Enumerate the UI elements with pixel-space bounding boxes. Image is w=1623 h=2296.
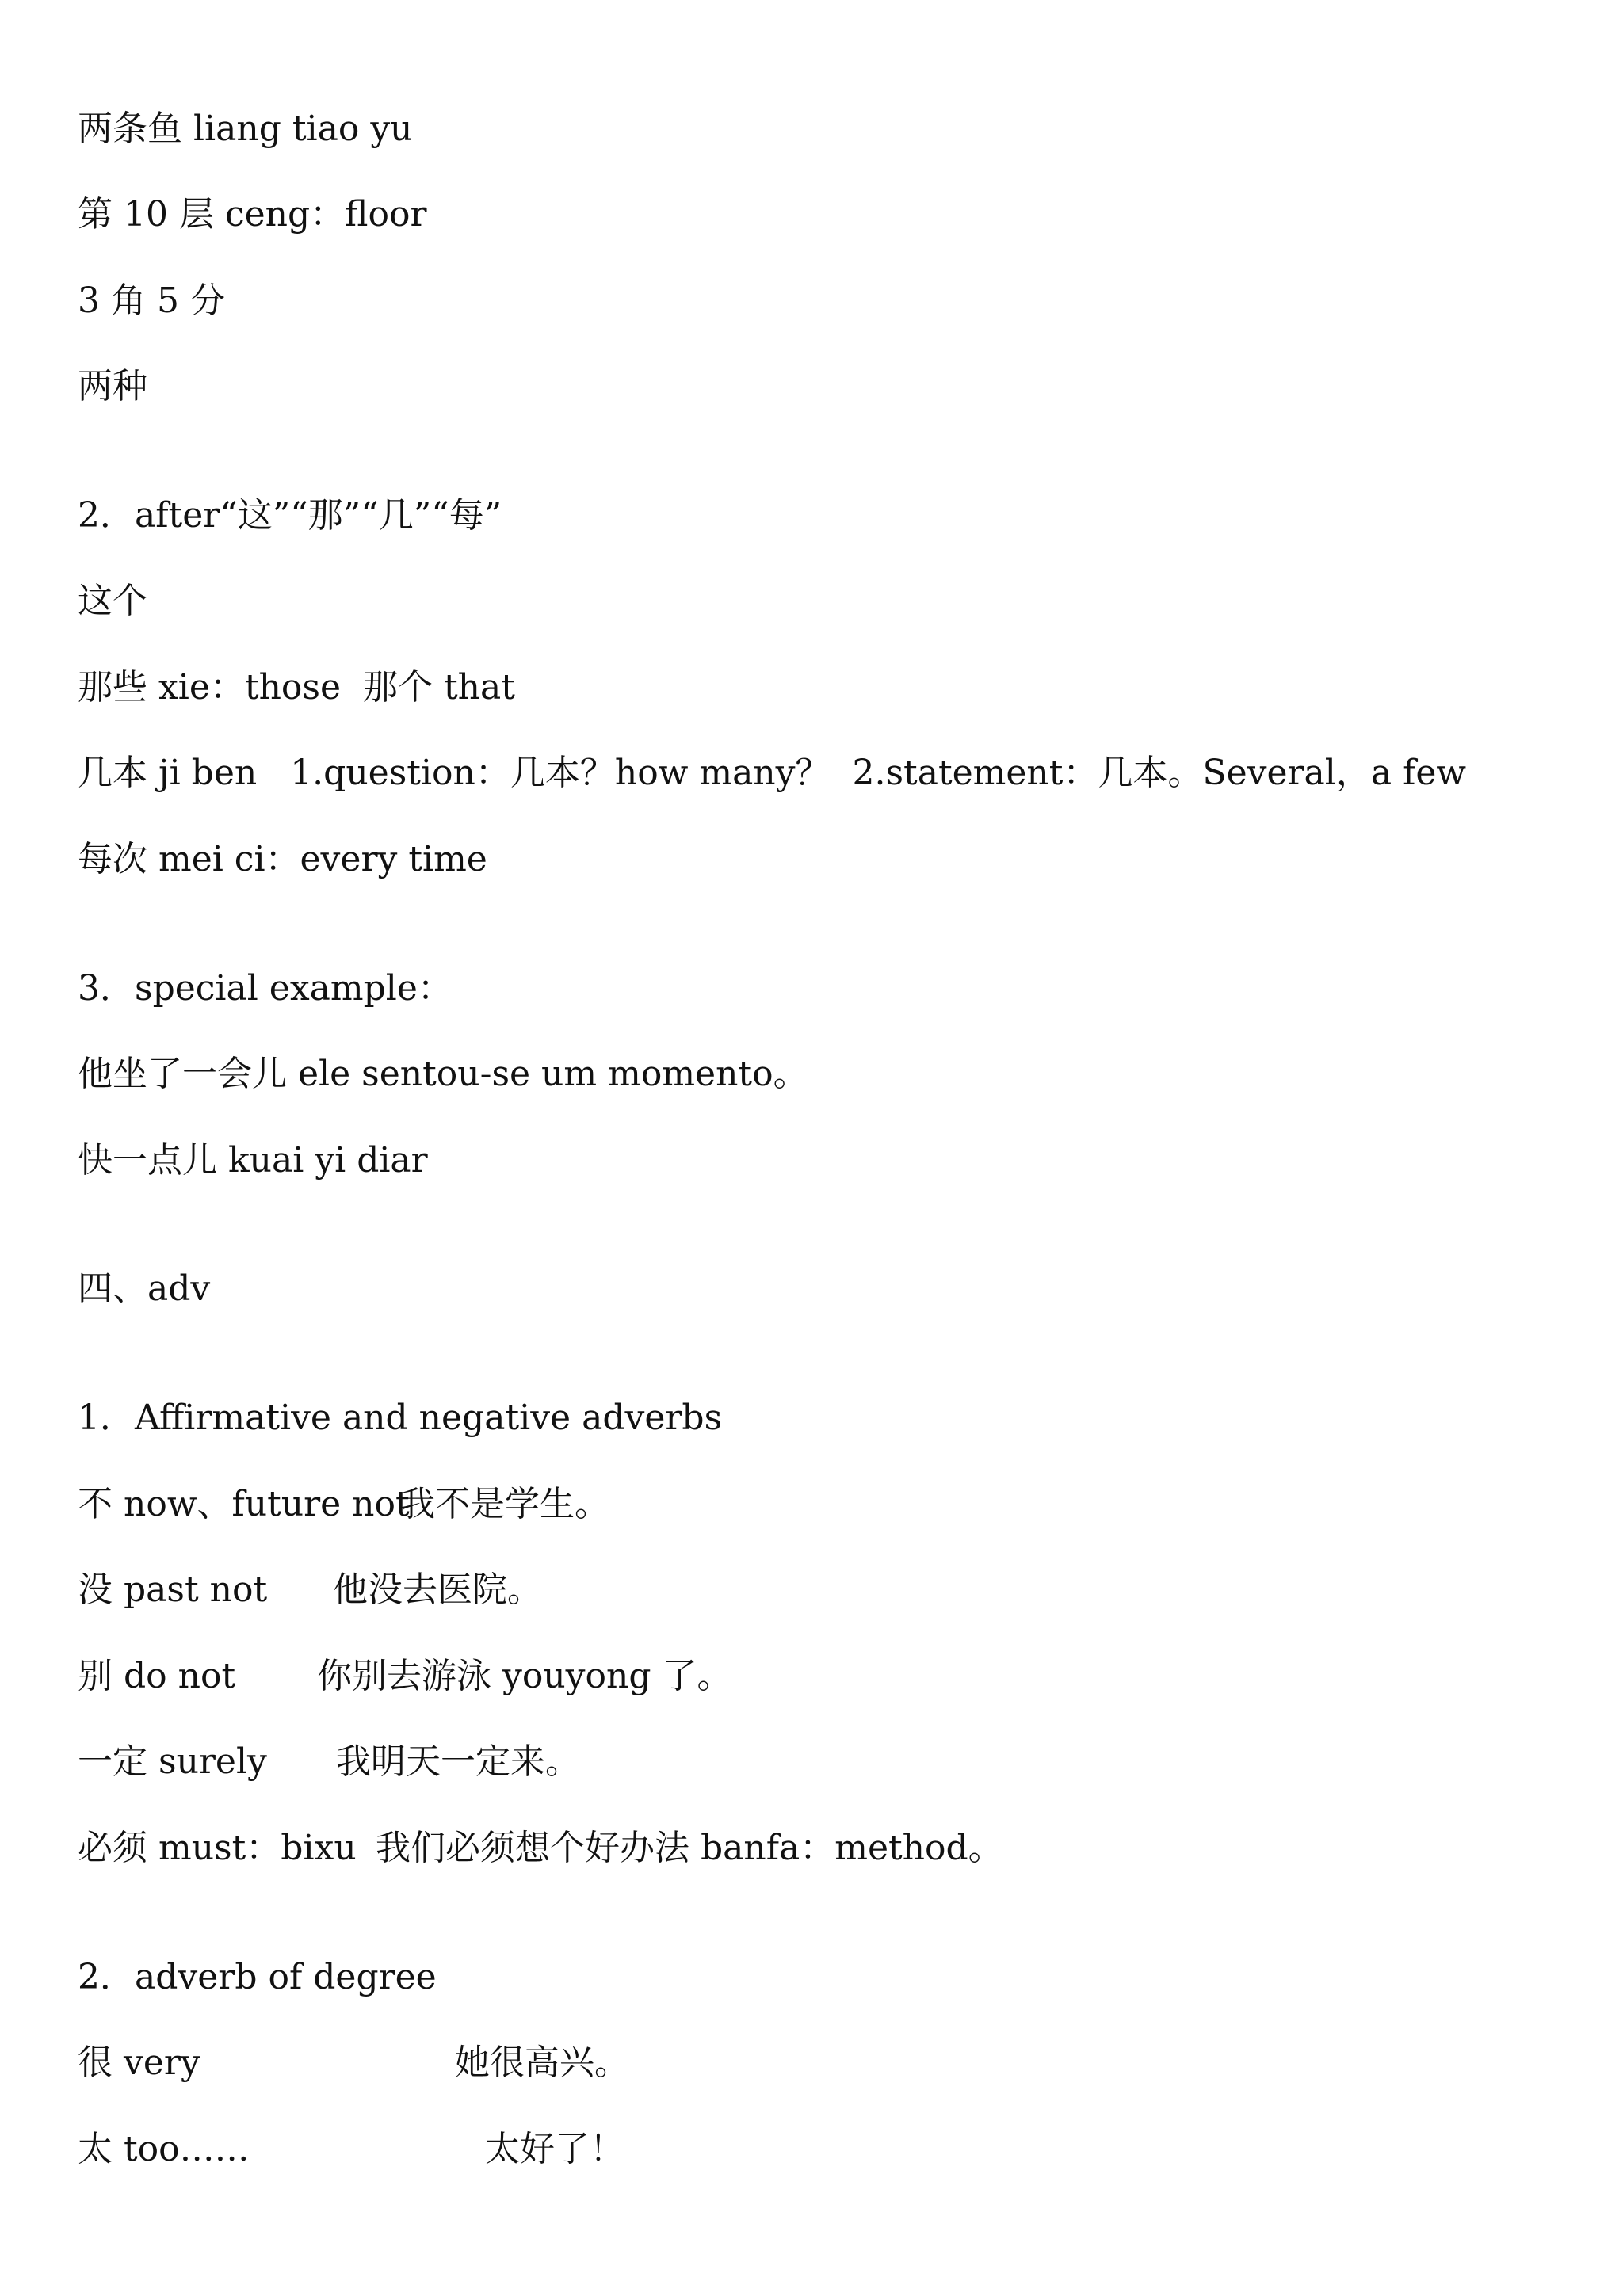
text-line: 两种 [78, 366, 147, 406]
text-line: 3 角 5 分 [78, 280, 225, 321]
adverb-term: 必须 must：bixu [78, 1828, 357, 1868]
adverb-example: 你别去游泳 youyong 了。 [317, 1656, 732, 1696]
text-line: 每次 mei ci：every time [78, 839, 487, 879]
adverb-term: 别 do not [78, 1656, 236, 1696]
section-heading: 3．special example： [78, 968, 453, 1009]
text-line: 第 10 层 ceng：floor [78, 194, 427, 235]
adverb-term: 一定 surely [78, 1741, 267, 1782]
chapter-heading: 四、adv [78, 1268, 211, 1309]
adverb-example: 我不是学生。 [400, 1484, 609, 1524]
section-heading: 2．adverb of degree [78, 1957, 437, 1997]
adverb-example: 我明天一定来。 [336, 1741, 580, 1782]
adverb-term: 太 too…… [78, 2129, 250, 2169]
adverb-term: 很 very [78, 2042, 200, 2083]
adverb-example: 太好了！ [485, 2129, 624, 2169]
section-heading: 1．Affirmative and negative adverbs [78, 1398, 723, 1438]
text-line: 快一点儿 kuai yi diar [78, 1140, 428, 1180]
adverb-example: 她很高兴。 [455, 2042, 629, 2083]
text-line: 他坐了一会儿 ele sentou-se um momento。 [78, 1054, 808, 1094]
text-line: 那些 xie：those 那个 that [78, 667, 515, 707]
text-line: 几本 ji ben 1.question：几本？how many？ 2.statement：几本。Several，a few [78, 753, 1467, 793]
adverb-term: 不 now、future not [78, 1484, 410, 1524]
adverb-term: 没 past not [78, 1569, 268, 1610]
adverb-example: 他没去医院。 [333, 1569, 542, 1610]
adverb-example: 我们必须想个好办法 banfa：method。 [376, 1828, 1003, 1868]
text-line: 两条鱼 liang tiao yu [78, 109, 413, 149]
section-heading: 2．after“这”“那”“几”“每” [78, 495, 502, 536]
text-line: 这个 [78, 581, 147, 621]
